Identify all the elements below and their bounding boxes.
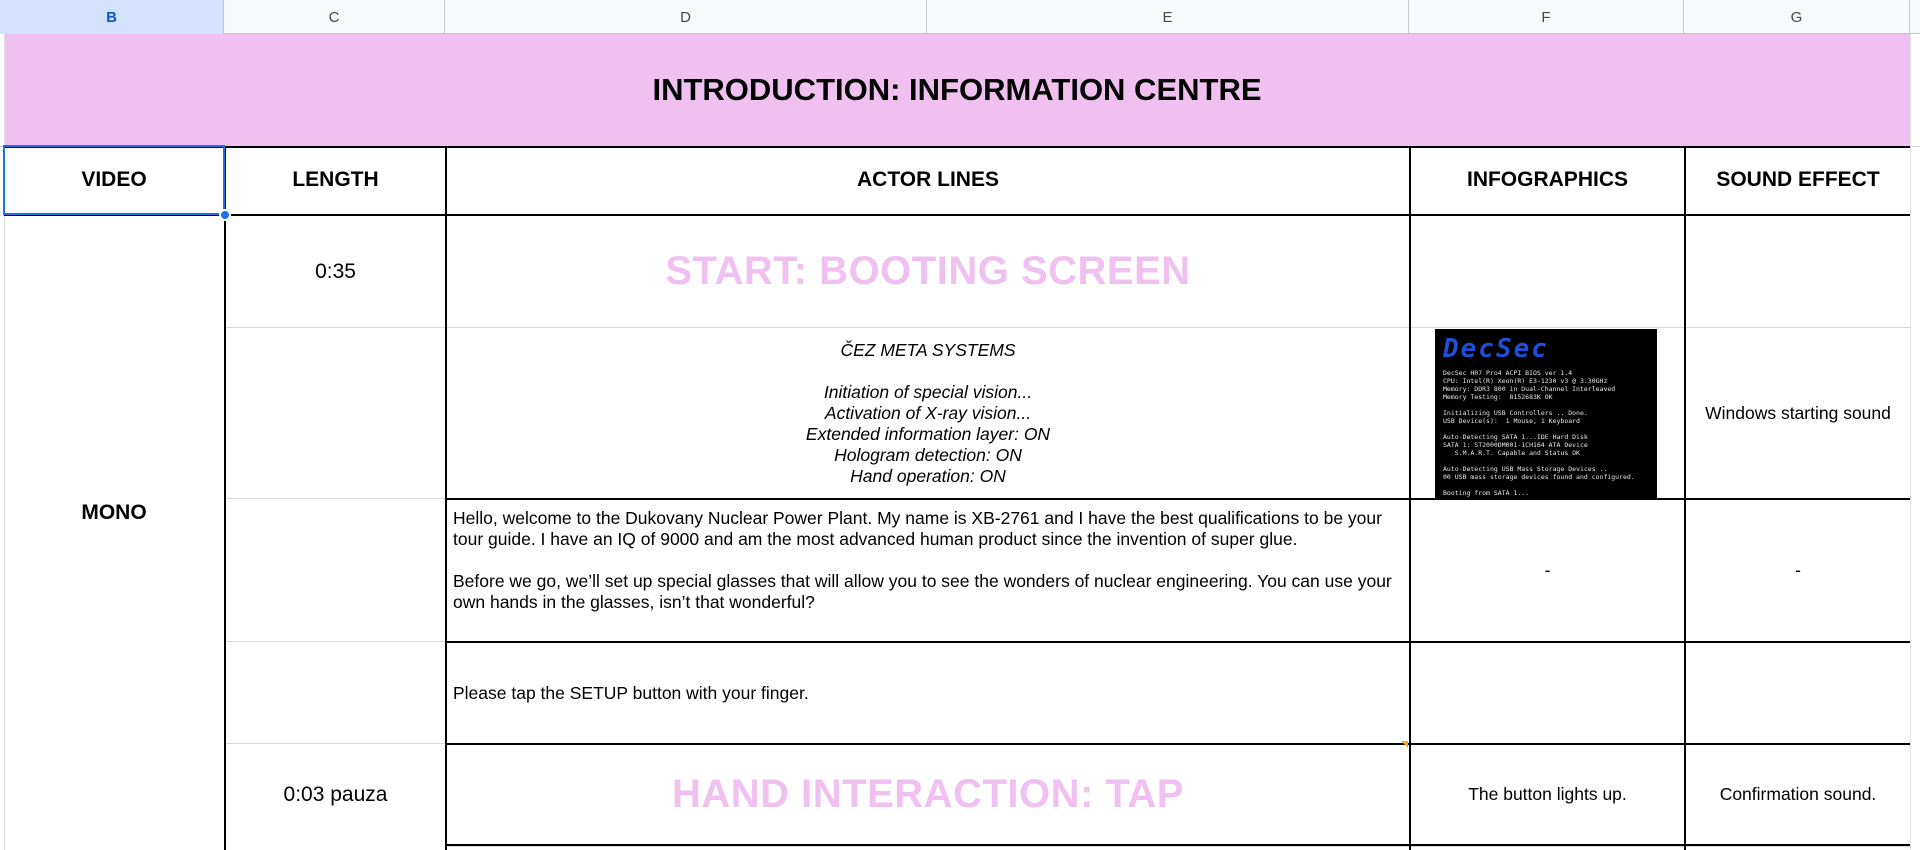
actor-paragraph: Before we go, we’ll set up special glasses that will allow you to see the wonders of nuclear engineering. You can use your own hands in the glasses, isn’t that wonderful? <box>453 571 1392 612</box>
actor-lines-cell[interactable]: HAND INTERACTION: TAP <box>672 772 1184 816</box>
infographics-cell[interactable] <box>1411 329 1684 498</box>
column-header-g[interactable]: G <box>1684 0 1910 34</box>
length-cell[interactable]: 0:35 <box>315 259 356 283</box>
section-title[interactable]: INTRODUCTION: INFORMATION CENTRE <box>4 34 1910 146</box>
actor-paragraph: Hello, welcome to the Dukovany Nuclear Power Plant. My name is XB-2761 and I have the best qualifications to be your tour guide. I have an IQ of 9000 and am the most advanced human product since the invention of super glue. <box>453 508 1382 549</box>
infographics-cell[interactable]: The button lights up. <box>1468 784 1627 804</box>
sound-effect-cell[interactable] <box>1686 216 1910 327</box>
boot-line: Activation of X-ray vision... <box>824 403 1032 423</box>
actor-lines-cell[interactable]: Please tap the SETUP button with your finger. <box>453 682 809 703</box>
column-header-d[interactable]: D <box>445 0 927 34</box>
sound-effect-cell[interactable]: Windows starting sound <box>1705 403 1891 423</box>
header-sound-effect[interactable]: SOUND EFFECT <box>1716 168 1880 191</box>
boot-line: Hologram detection: ON <box>834 445 1022 465</box>
boot-screen-image <box>1435 329 1657 498</box>
length-cell[interactable] <box>226 329 445 498</box>
column-header-bar <box>0 0 1920 34</box>
column-header-e[interactable]: E <box>927 0 1409 34</box>
length-cell[interactable] <box>226 643 445 743</box>
boot-text-image: DecSec H07 Pro4 ACPI BIOS ver 1.4 CPU: Intel(R) Xeon(R) E3-1230 v3 @ 3.30GHz Memory: DDR3 800 in Dual-Channel Interleaved Memory Testing: 8152683K OK Initializing USB Controllers .. Done. USB Device(s): 1 Mouse, 1 Keyboard Auto-Detecting SATA 1...IDE Hard Disk SATA 1: ST2000DM001-1CH164 ATA Device S.M.A.R.T. Capable and Status OK Auto-Detecting USB Mass Storage Devices .. 00 USB mass storage devices found and configured. Booting from SATA 1... <box>1443 368 1635 497</box>
boot-line: ČEZ META SYSTEMS <box>840 340 1016 360</box>
column-header-c[interactable]: C <box>224 0 445 34</box>
length-cell[interactable]: 0:03 pauza <box>283 782 388 806</box>
header-infographics[interactable]: INFOGRAPHICS <box>1466 168 1628 191</box>
column-header-b[interactable]: B <box>0 0 224 34</box>
video-cell-mono[interactable]: MONO <box>81 501 147 524</box>
actor-lines-cell[interactable] <box>447 500 1409 641</box>
actor-lines-cell[interactable] <box>447 329 1409 498</box>
infographics-cell[interactable] <box>1411 216 1684 327</box>
sound-effect-cell[interactable]: - <box>1795 560 1801 580</box>
cell-note-marker[interactable] <box>1401 741 1408 748</box>
cell-grid <box>0 34 1920 850</box>
boot-line: Initiation of special vision... <box>823 382 1033 402</box>
header-video[interactable]: VIDEO <box>81 168 147 191</box>
actor-lines-cell[interactable]: START: BOOTING SCREEN <box>665 249 1191 293</box>
boot-line: Hand operation: ON <box>850 466 1006 486</box>
infographics-cell[interactable]: - <box>1544 560 1551 580</box>
header-length[interactable]: LENGTH <box>292 168 379 191</box>
sound-effect-cell[interactable] <box>1686 643 1910 743</box>
length-cell[interactable] <box>226 500 445 641</box>
boot-line: Extended information layer: ON <box>805 424 1051 444</box>
sound-effect-cell[interactable]: Confirmation sound. <box>1719 784 1877 804</box>
infographics-cell[interactable] <box>1411 643 1684 743</box>
header-actor-lines[interactable]: ACTOR LINES <box>857 168 999 191</box>
fill-handle[interactable] <box>219 209 231 221</box>
boot-logo-image: DecSec <box>1443 333 1549 364</box>
column-header-f[interactable]: F <box>1409 0 1684 34</box>
